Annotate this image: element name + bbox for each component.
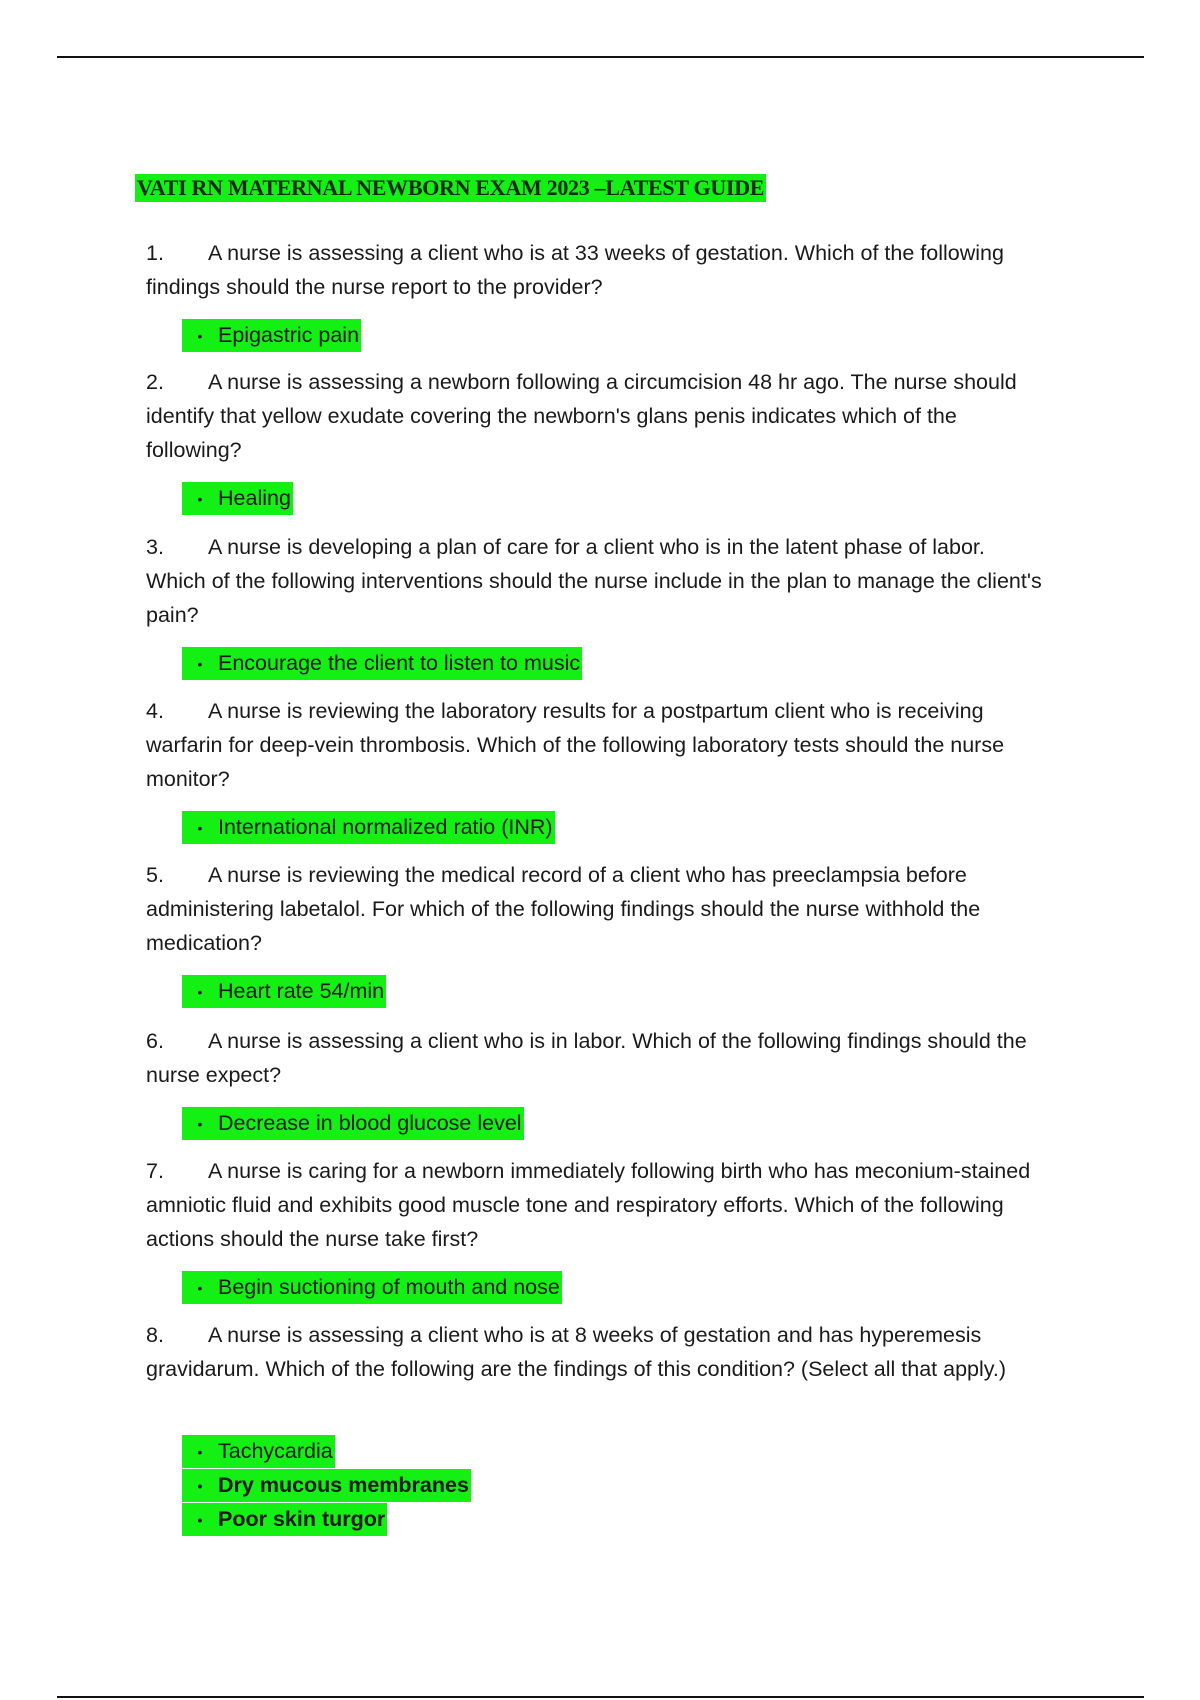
question-3 (146, 530, 1046, 632)
question-text: A nurse is reviewing the laboratory results for a postpartum client who is receiving warfarin for deep-vein thrombosis. Which of the following laboratory tests should the nurse monitor? (146, 699, 1005, 791)
answer-text: Decrease in blood glucose level (218, 1111, 522, 1135)
bullet-icon: • (197, 1116, 203, 1133)
answer-list-6 (182, 1106, 524, 1140)
question-number: 8. (146, 1323, 164, 1347)
answer-text: Encourage the client to listen to music (218, 651, 581, 675)
bottom-rule (57, 1696, 1144, 1698)
question-number: 5. (146, 863, 164, 887)
question-4 (146, 694, 1046, 796)
answer-item (182, 481, 293, 515)
question-5 (146, 858, 1046, 960)
answer-item (182, 1106, 524, 1140)
answer-list-1 (182, 318, 361, 352)
answer-list-5 (182, 974, 386, 1008)
question-6 (146, 1024, 1046, 1092)
question-number: 7. (146, 1159, 164, 1183)
answer-item (182, 1468, 471, 1502)
bullet-icon: • (197, 1478, 203, 1495)
bullet-icon: • (197, 1280, 203, 1297)
question-text: A nurse is caring for a newborn immediately following birth who has meconium-stained amniotic fluid and exhibits good muscle tone and respiratory efforts. Which of the following actions should the nurse take first? (146, 1159, 1031, 1251)
answer-list-4 (182, 810, 555, 844)
answer-text: Tachycardia (218, 1439, 333, 1463)
answer-list-8 (182, 1434, 471, 1536)
answer-list-7 (182, 1270, 562, 1304)
bullet-icon: • (197, 984, 203, 1001)
answer-item (182, 1434, 471, 1468)
question-text: A nurse is reviewing the medical record of a client who has preeclampsia before administering labetalol. For which of the following findings should the nurse withhold the medication? (146, 863, 981, 955)
question-text: A nurse is assessing a client who is at 8 weeks of gestation and has hyperemesis gravidarum. Which of the following are the findings of this condition? (Select all that apply.) (146, 1323, 1007, 1381)
bullet-icon: • (197, 1444, 203, 1461)
question-7 (146, 1154, 1046, 1256)
answer-item (182, 318, 361, 352)
answer-item (182, 646, 582, 680)
question-number: 4. (146, 699, 164, 723)
answer-text: Poor skin turgor (218, 1507, 386, 1531)
bullet-icon: • (197, 656, 203, 673)
answer-item (182, 810, 555, 844)
bullet-icon: • (197, 820, 203, 837)
answer-text: Healing (218, 486, 291, 510)
answer-list-2 (182, 481, 293, 515)
answer-item (182, 1270, 562, 1304)
question-number: 3. (146, 535, 164, 559)
question-1 (146, 236, 1046, 304)
question-2 (146, 365, 1046, 467)
question-number: 1. (146, 241, 164, 265)
question-text: A nurse is assessing a client who is in labor. Which of the following findings should the nurse expect? (146, 1029, 1027, 1087)
answer-text: Epigastric pain (218, 323, 360, 347)
question-text: A nurse is assessing a client who is at 33 weeks of gestation. Which of the following findings should the nurse report to the provider? (146, 241, 1004, 299)
bullet-icon: • (197, 491, 203, 508)
answer-item (182, 1502, 471, 1536)
question-number: 2. (146, 370, 164, 394)
bullet-icon: • (197, 1512, 203, 1529)
answer-text: International normalized ratio (INR) (218, 815, 553, 839)
answer-list-3 (182, 646, 582, 680)
question-text: A nurse is assessing a newborn following a circumcision 48 hr ago. The nurse should identify that yellow exudate covering the newborn's glans penis indicates which of the following? (146, 370, 1017, 462)
bullet-icon: • (197, 328, 203, 345)
question-number: 6. (146, 1029, 164, 1053)
answer-text: Begin suctioning of mouth and nose (218, 1275, 560, 1299)
answer-text: Dry mucous membranes (218, 1473, 469, 1497)
answer-item (182, 974, 386, 1008)
top-rule (57, 56, 1144, 58)
question-text: A nurse is developing a plan of care for a client who is in the latent phase of labor. Which of the following interventions should the nurse include in the plan to manage the client's pain? (146, 535, 1042, 627)
answer-text: Heart rate 54/min (218, 979, 385, 1003)
question-8 (146, 1318, 1046, 1386)
document-title: VATI RN MATERNAL NEWBORN EXAM 2023 –LATEST GUIDE (137, 175, 765, 200)
